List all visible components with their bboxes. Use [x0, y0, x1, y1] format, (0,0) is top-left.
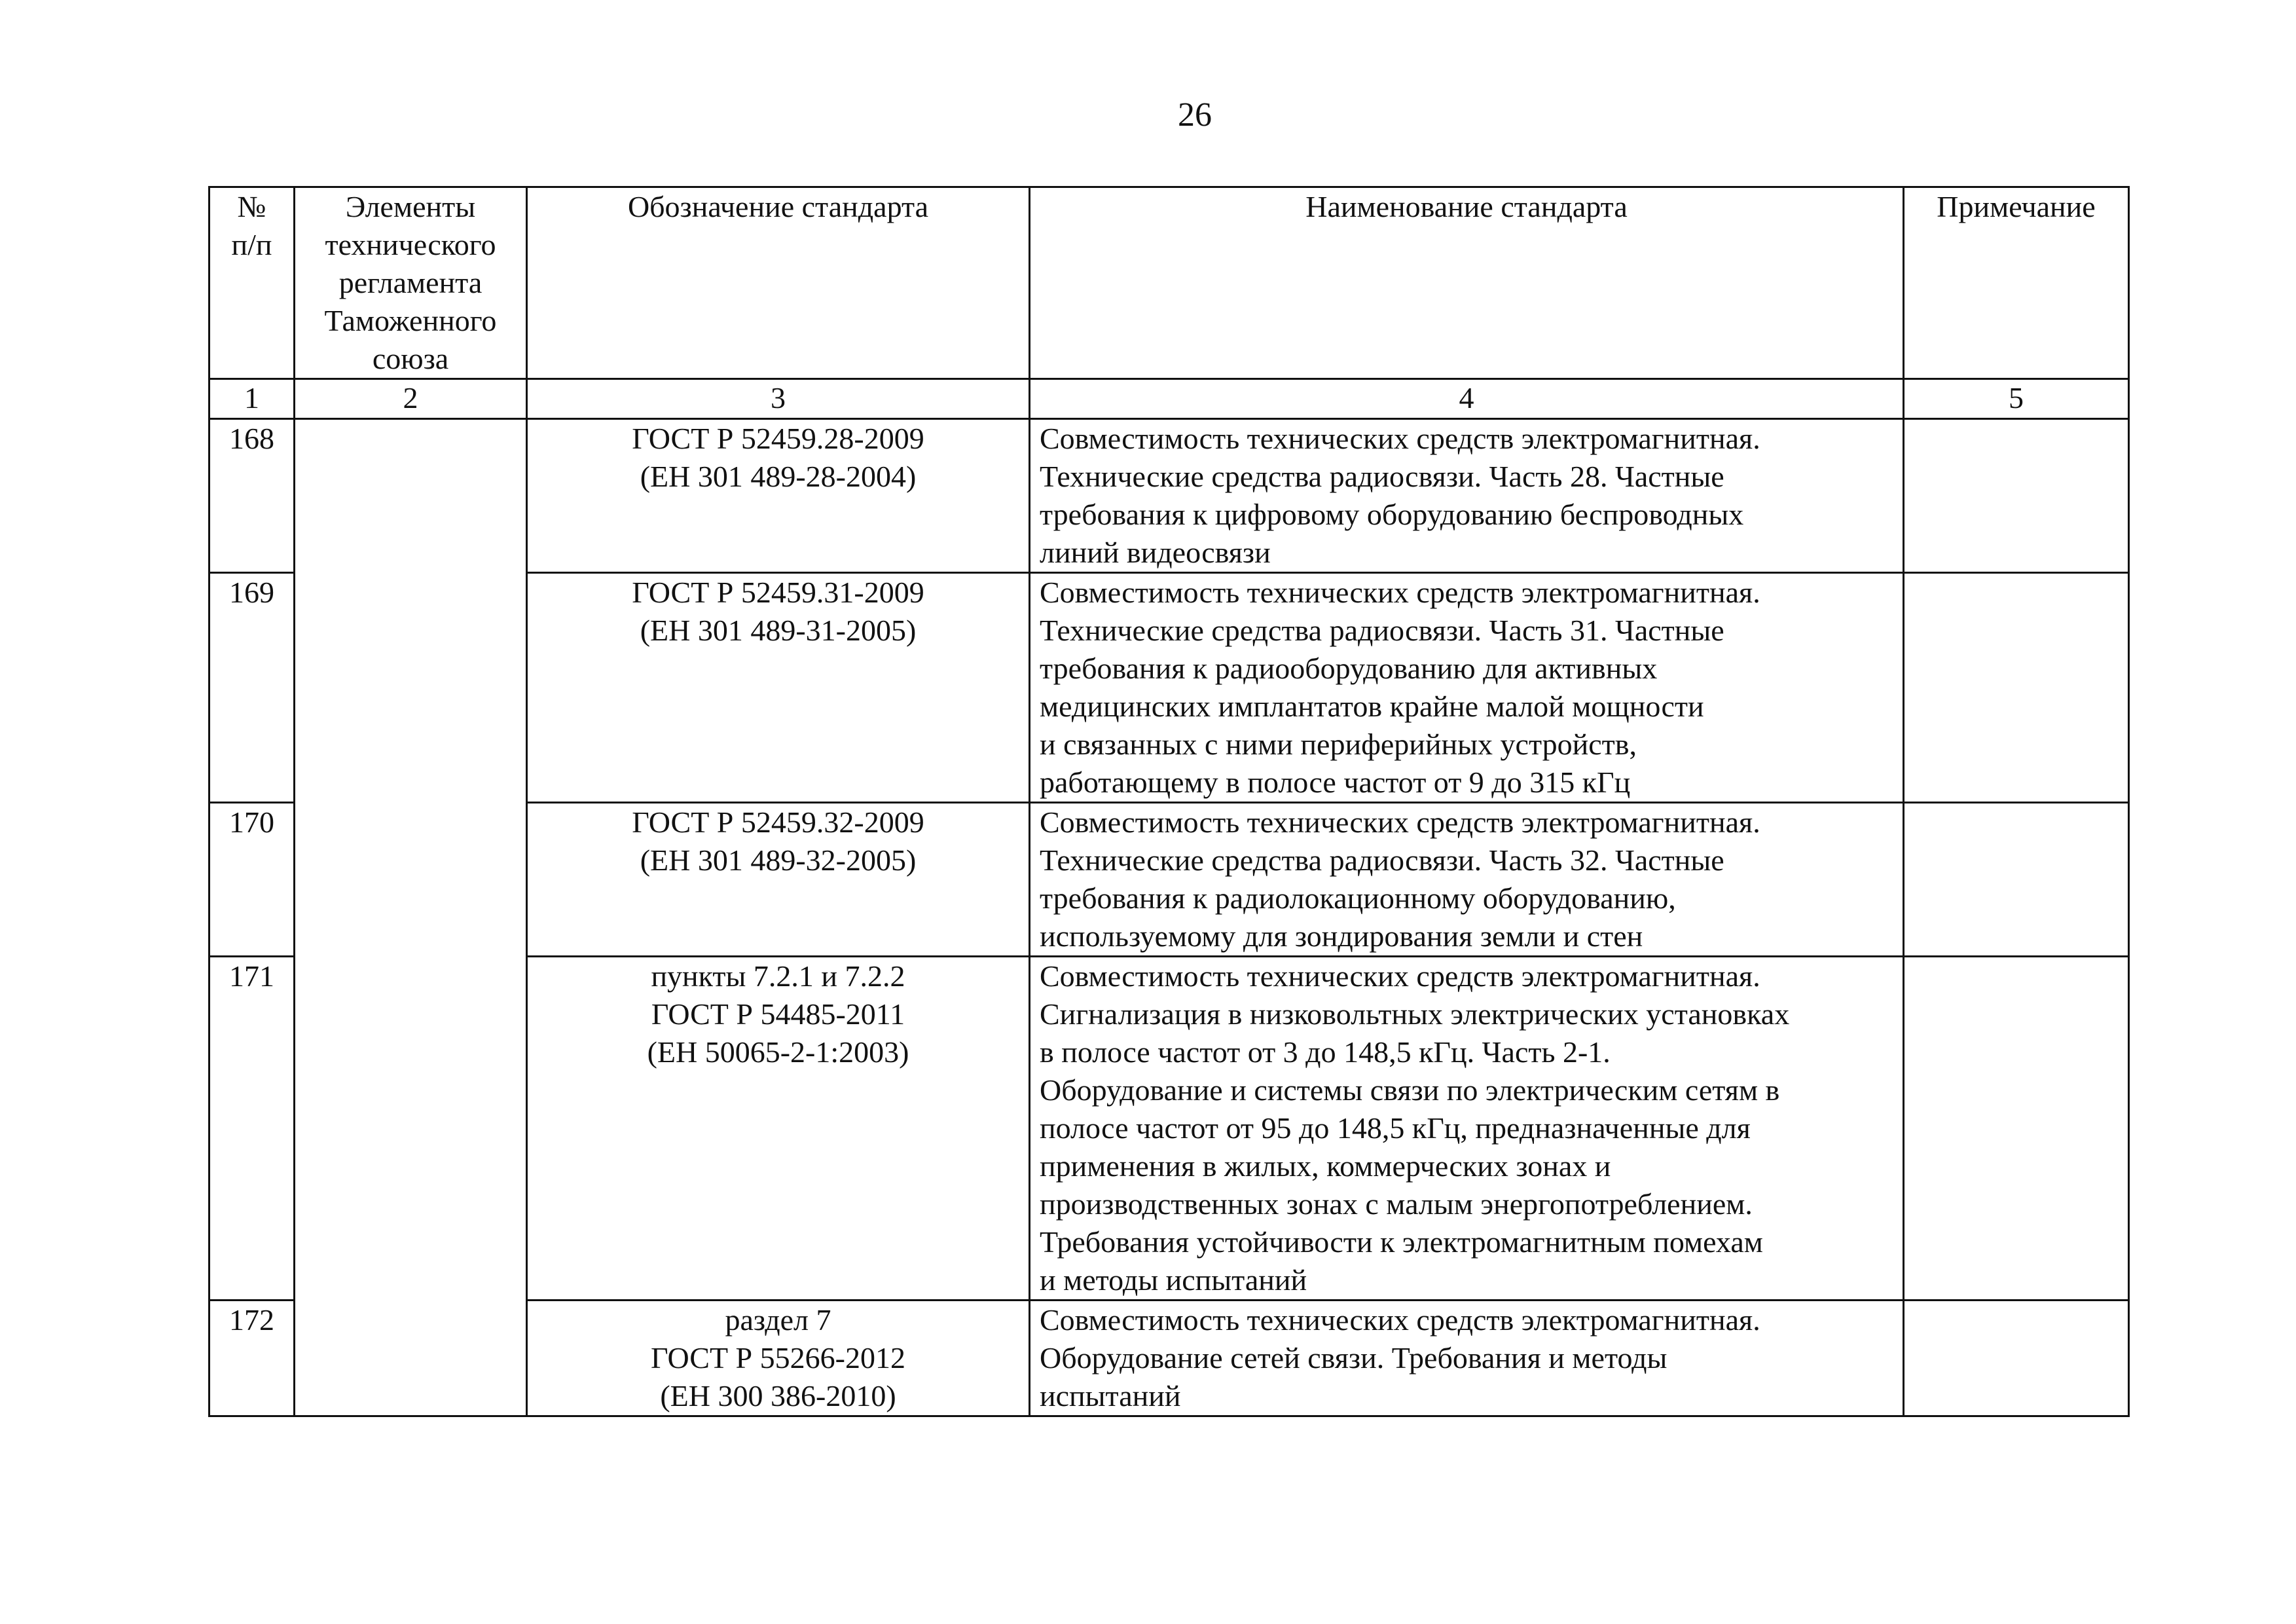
row-number: 172: [210, 1301, 295, 1416]
header-elements: Элементы технического регламента Таможенного союза: [295, 187, 527, 379]
row-number: 170: [210, 803, 295, 957]
header-name: Наименование стандарта: [1030, 187, 1904, 379]
column-number: 1: [210, 379, 295, 419]
note-cell: [1904, 957, 2129, 1301]
row-number: 168: [210, 419, 295, 573]
note-cell: [1904, 803, 2129, 957]
designation-cell: ГОСТ Р 52459.28-2009 (ЕН 301 489-28-2004): [527, 419, 1030, 573]
designation-cell: раздел 7 ГОСТ Р 55266-2012 (ЕН 300 386-2010): [527, 1301, 1030, 1416]
name-cell: Совместимость технических средств электромагнитная. Технические средства радиосвязи. Часть 32. Частные требования к радиолокационному оборудованию, используемому для зондирования земли и стен: [1030, 803, 1904, 957]
column-number: 2: [295, 379, 527, 419]
header-note: Примечание: [1904, 187, 2129, 379]
note-cell: [1904, 573, 2129, 803]
header-number: № п/п: [210, 187, 295, 379]
designation-cell: ГОСТ Р 52459.31-2009 (ЕН 301 489-31-2005): [527, 573, 1030, 803]
note-cell: [1904, 419, 2129, 573]
table-row: [210, 419, 2129, 573]
designation-cell: ГОСТ Р 52459.32-2009 (ЕН 301 489-32-2005): [527, 803, 1030, 957]
column-numbers-row: [210, 379, 2129, 419]
note-cell: [1904, 1301, 2129, 1416]
column-number: 5: [1904, 379, 2129, 419]
row-number: 171: [210, 957, 295, 1301]
designation-cell: пункты 7.2.1 и 7.2.2 ГОСТ Р 54485-2011 (ЕН 50065-2-1:2003): [527, 957, 1030, 1301]
header-row: [210, 187, 2129, 379]
row-number: 169: [210, 573, 295, 803]
name-cell: Совместимость технических средств электромагнитная. Сигнализация в низковольтных электрических установках в полосе частот от 3 до 148,5 кГц. Часть 2-1. Оборудование и системы связи по электрическим сетям в полосе частот от 95 до 148,5 кГц, предназначенные для применения в жилых, коммерческих зонах и производственных зонах с малым энергопотреблением. Требования устойчивости к электромагнитным помехам и методы испытаний: [1030, 957, 1904, 1301]
column-number: 3: [527, 379, 1030, 419]
name-cell: Совместимость технических средств электромагнитная. Технические средства радиосвязи. Часть 31. Частные требования к радиооборудованию для активных медицинских имплантатов крайне малой мощности и связанных с ними периферийных устройств, работающему в полосе частот от 9 до 315 кГц: [1030, 573, 1904, 803]
standards-table: [208, 186, 2130, 1417]
name-cell: Совместимость технических средств электромагнитная. Оборудование сетей связи. Требования и методы испытаний: [1030, 1301, 1904, 1416]
header-designation: Обозначение стандарта: [527, 187, 1030, 379]
elements-cell: [295, 419, 527, 1416]
page-number: 26: [1178, 96, 1212, 134]
column-number: 4: [1030, 379, 1904, 419]
name-cell: Совместимость технических средств электромагнитная. Технические средства радиосвязи. Часть 28. Частные требования к цифровому оборудованию беспроводных линий видеосвязи: [1030, 419, 1904, 573]
